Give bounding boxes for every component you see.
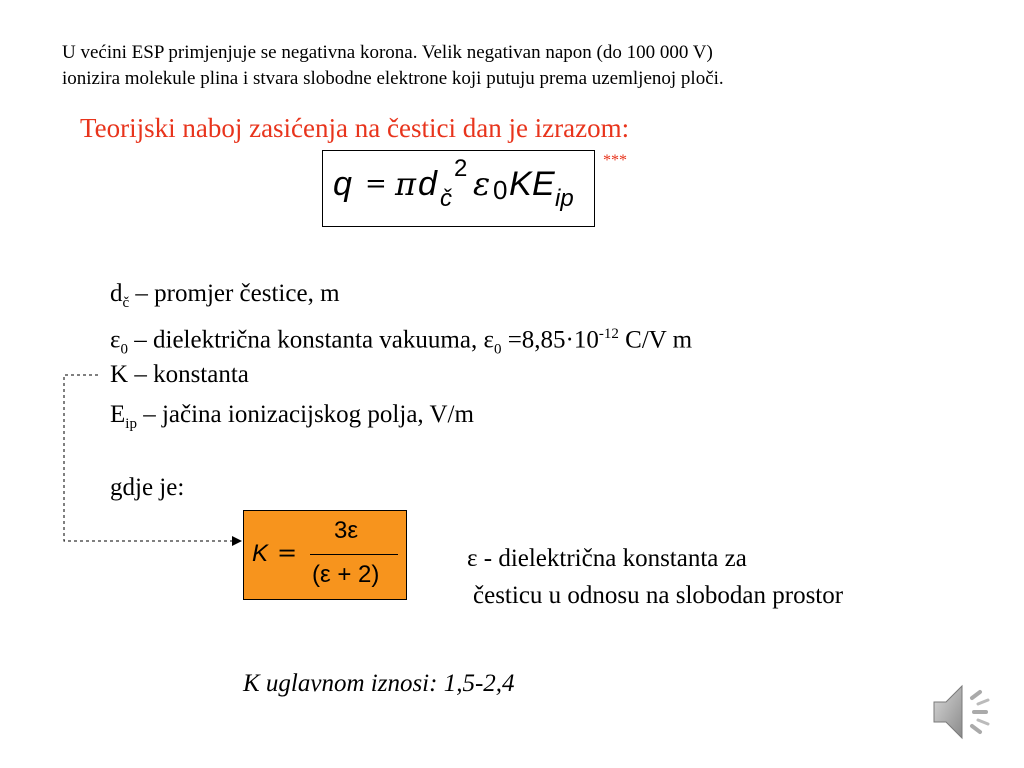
charge-formula-box bbox=[322, 150, 595, 227]
k-formula-box bbox=[243, 510, 407, 600]
formula-eps-sub: 0 bbox=[493, 175, 508, 205]
k-fraction-bar bbox=[310, 554, 398, 555]
epsilon-note bbox=[467, 540, 843, 614]
formula-E: E bbox=[532, 165, 555, 203]
definition-E: $E_{ip}$ – jačina ionizacijskog polja, V/m bbox=[110, 401, 474, 432]
formula-d-sup: 2 bbox=[454, 155, 468, 182]
k-lhs: K bbox=[252, 540, 269, 567]
epsilon-note-line-1: ε - dielektrična konstanta za bbox=[467, 545, 747, 572]
k-denominator: (ε + 2) bbox=[312, 561, 380, 588]
k-numerator: 3ε bbox=[334, 517, 359, 544]
formula-eq: = bbox=[365, 169, 387, 199]
intro-line-2: ionizira molekule plina i stvara slobodne elektrone koji putuju prema uzemljenoj ploči. bbox=[62, 68, 724, 89]
formula-q: q bbox=[333, 165, 352, 203]
definition-d: $d_č$ – promjer čestice, m bbox=[110, 280, 340, 311]
formula-d: d bbox=[418, 165, 437, 203]
definition-K: K – konstanta bbox=[110, 361, 249, 388]
formula-d-sub: č bbox=[440, 185, 452, 212]
speaker-icon[interactable] bbox=[928, 676, 1000, 748]
gdje-je-label: gdje je: bbox=[110, 474, 185, 501]
k-eq: = bbox=[277, 539, 298, 567]
definition-epsilon0: $\varepsilon_0$ – dielektrična konstanta vakuuma, $\varepsilon_0 =8,85\cdot 10^{-12}$ C/V m bbox=[110, 326, 693, 358]
k-value-note: K uglavnom iznosi: 1,5-2,4 bbox=[243, 670, 515, 697]
formula-eps: ε bbox=[473, 165, 491, 203]
intro-line-1: U većini ESP primjenjuje se negativna korona. Velik negativan napon (do 100 000 V) bbox=[62, 42, 713, 63]
formula-title: Teorijski naboj zasićenja na čestici dan je izrazom: bbox=[80, 113, 630, 143]
epsilon-note-line-2: česticu u odnosu na slobodan prostor bbox=[473, 582, 844, 609]
formula-pi: π bbox=[395, 165, 417, 203]
formula-stars: *** bbox=[603, 152, 627, 169]
formula-K: K bbox=[509, 165, 532, 203]
formula-E-sub: ip bbox=[555, 185, 574, 212]
